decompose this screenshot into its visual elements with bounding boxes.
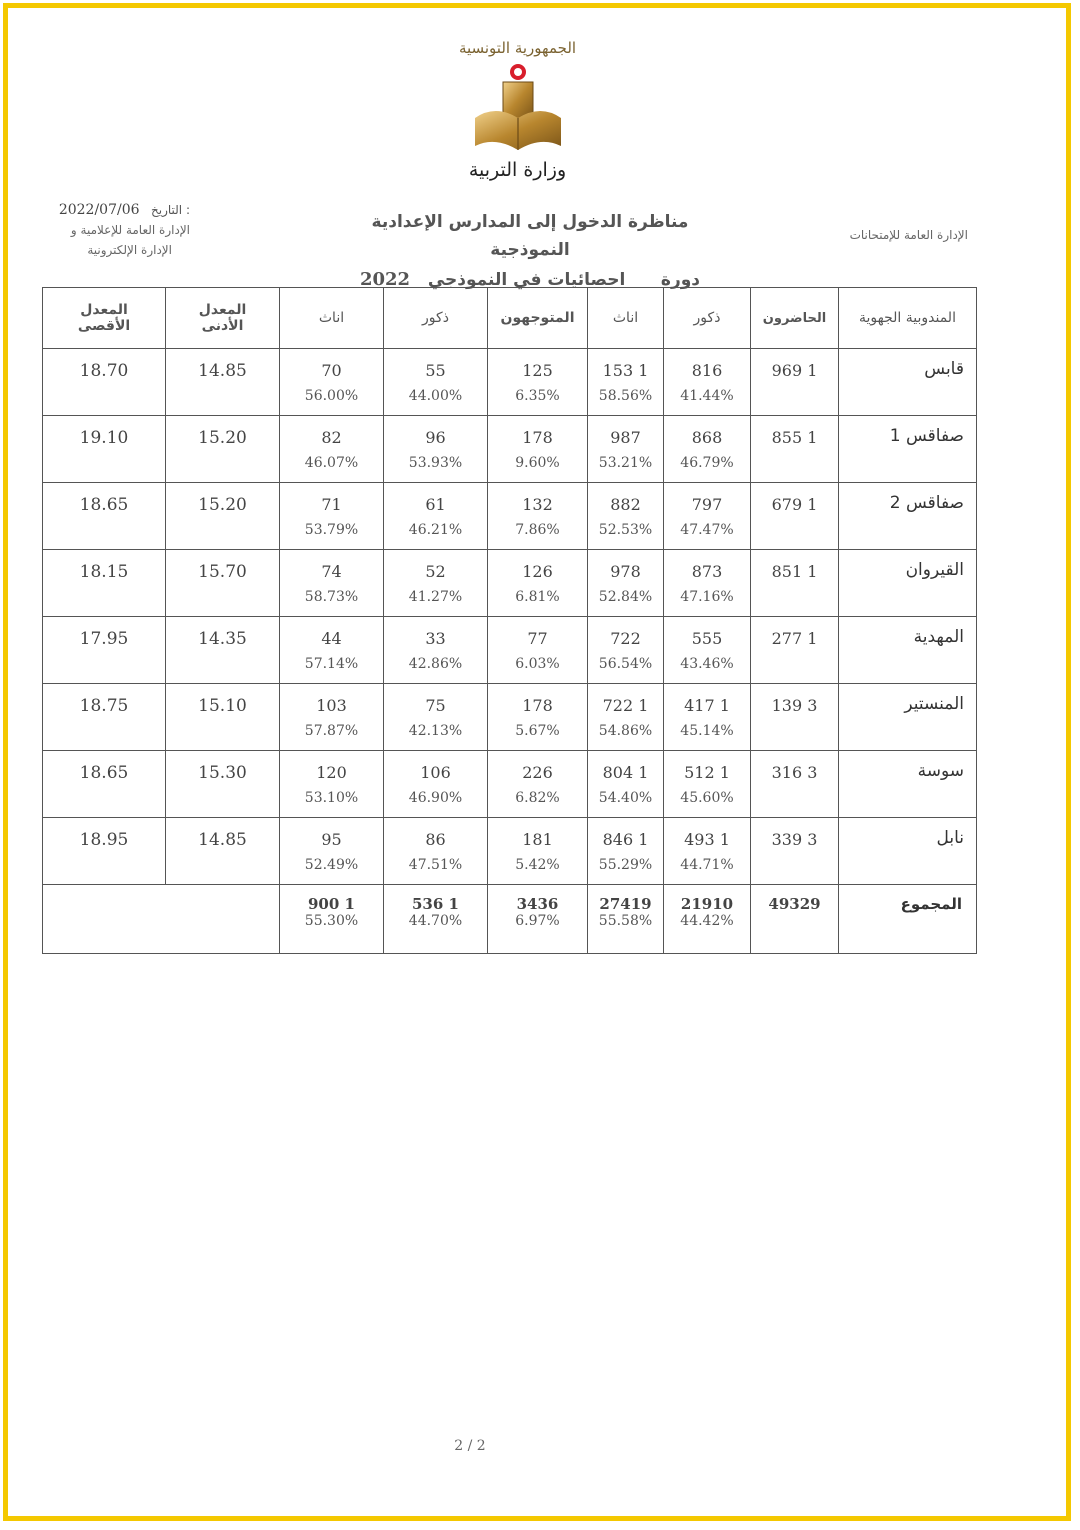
- min-avg-value: 14.35: [198, 629, 247, 649]
- males-value: 797: [691, 495, 723, 514]
- males-pct-value: 44.71%: [680, 857, 734, 873]
- cell-present: [751, 483, 839, 550]
- admitted-value: 181: [522, 830, 553, 849]
- total-admitted-cell: [488, 885, 588, 954]
- cell-adm-females: [280, 818, 384, 885]
- adm-males-pct-value: 46.21%: [408, 522, 463, 538]
- females-value: 1 804: [602, 763, 649, 782]
- cell-admitted: [488, 751, 588, 818]
- ministry-emblem: [455, 38, 580, 198]
- cell-admitted: [488, 617, 588, 684]
- table-row: [43, 550, 977, 617]
- republic-name: الجمهورية التونسية: [458, 39, 577, 57]
- adm-females-value: 120: [316, 763, 347, 782]
- col-females: اناث: [588, 288, 664, 349]
- cell-present: [751, 818, 839, 885]
- cell-min-avg: [166, 818, 280, 885]
- cell-females: [588, 550, 664, 617]
- males-value: 1 512: [684, 763, 730, 782]
- adm-males-pct-value: 46.90%: [408, 790, 463, 806]
- total-adm-males: 1 536: [412, 895, 459, 913]
- total-adm-males-cell: [384, 885, 488, 954]
- coat-of-arms-icon: [463, 58, 573, 158]
- females-value: 722: [610, 629, 641, 648]
- total-adm-females: 1 900: [308, 895, 355, 913]
- total-empty-cell: [43, 885, 280, 954]
- col-region: المندوبية الجهوية: [839, 288, 977, 349]
- males-pct-value: 47.47%: [680, 522, 734, 538]
- males-value: 1 417: [684, 696, 730, 715]
- total-label: المجموع: [900, 895, 962, 913]
- admitted-value: 178: [522, 696, 553, 715]
- region-value: صفاقس 2: [889, 493, 964, 513]
- max-avg-value: 18.65: [79, 495, 129, 515]
- cell-max-avg: [43, 550, 166, 617]
- females-pct-value: 54.86%: [598, 723, 653, 739]
- cell-females: [588, 483, 664, 550]
- adm-females-pct-value: 53.10%: [304, 790, 359, 806]
- males-value: 816: [691, 361, 723, 380]
- cell-adm-males: [384, 349, 488, 416]
- adm-males-pct-value: 42.13%: [408, 723, 463, 739]
- cell-region: [839, 550, 977, 617]
- table-row: [43, 483, 977, 550]
- present-value: 3 339: [771, 830, 818, 849]
- table-row: [43, 349, 977, 416]
- session-label: دورة: [660, 270, 701, 290]
- present-value: 3 139: [771, 696, 818, 715]
- females-pct-value: 52.84%: [598, 589, 653, 605]
- total-region-cell: [839, 885, 977, 954]
- adm-males-pct-value: 44.00%: [408, 388, 463, 404]
- total-females-cell: [588, 885, 664, 954]
- cell-adm-males: [384, 483, 488, 550]
- total-males-cell: [664, 885, 751, 954]
- cell-admitted: [488, 550, 588, 617]
- males-pct-value: 45.14%: [680, 723, 734, 739]
- admitted-value: 226: [522, 763, 553, 782]
- cell-adm-females: [280, 751, 384, 818]
- min-avg-line2: الأدنى: [201, 318, 244, 334]
- cell-present: [751, 550, 839, 617]
- col-admitted-females: اناث: [280, 288, 384, 349]
- cell-admitted: [488, 818, 588, 885]
- region-value: المهدية: [913, 627, 964, 647]
- min-avg-value: 15.20: [198, 428, 247, 448]
- females-pct-value: 55.29%: [598, 857, 653, 873]
- max-avg-value: 18.15: [79, 562, 129, 582]
- total-present-cell: [751, 885, 839, 954]
- max-avg-value: 18.75: [79, 696, 129, 716]
- females-pct-value: 53.21%: [598, 455, 653, 471]
- statistics-table: [42, 287, 977, 954]
- header-row: [43, 288, 977, 349]
- cell-region: [839, 349, 977, 416]
- admitted-value: 77: [527, 629, 548, 648]
- adm-females-pct-value: 57.14%: [304, 656, 359, 672]
- adm-females-pct-value: 57.87%: [304, 723, 359, 739]
- max-avg-line2: الأقصى: [77, 318, 131, 334]
- adm-males-value: 75: [425, 696, 446, 715]
- total-males: 21910: [680, 895, 734, 913]
- cell-max-avg: [43, 416, 166, 483]
- admitted-pct-value: 5.42%: [515, 857, 560, 873]
- males-pct-value: 43.46%: [680, 656, 734, 672]
- cell-males: [664, 483, 751, 550]
- cell-females: [588, 416, 664, 483]
- max-avg-line1: المعدل: [80, 302, 128, 318]
- total-females: 27419: [599, 895, 652, 913]
- admitted-pct-value: 6.82%: [515, 790, 560, 806]
- col-max-average: [43, 288, 166, 349]
- session-year: 2022: [359, 269, 411, 290]
- cell-region: [839, 751, 977, 818]
- present-value: 1 679: [771, 495, 818, 514]
- min-avg-value: 14.85: [198, 830, 247, 850]
- admitted-pct-value: 7.86%: [515, 522, 560, 538]
- min-avg-value: 14.85: [198, 361, 247, 381]
- females-value: 1 722: [602, 696, 649, 715]
- cell-min-avg: [166, 416, 280, 483]
- total-row: [43, 885, 977, 954]
- adm-males-pct-value: 47.51%: [408, 857, 463, 873]
- region-value: نابل: [936, 828, 964, 848]
- col-present: الحاضرون: [751, 288, 839, 349]
- adm-males-value: 55: [425, 361, 446, 380]
- adm-females-value: 103: [316, 696, 347, 715]
- males-value: 873: [691, 562, 723, 581]
- date-value: 2022/07/06: [58, 202, 140, 218]
- admitted-value: 126: [522, 562, 553, 581]
- adm-females-pct-value: 52.49%: [304, 857, 359, 873]
- admitted-value: 178: [522, 428, 553, 447]
- max-avg-value: 17.95: [79, 629, 129, 649]
- females-pct-value: 52.53%: [598, 522, 653, 538]
- adm-females-pct-value: 58.73%: [304, 589, 359, 605]
- region-value: القيروان: [905, 560, 964, 580]
- region-value: قابس: [924, 359, 964, 379]
- cell-min-avg: [166, 684, 280, 751]
- cell-males: [664, 684, 751, 751]
- males-value: 555: [691, 629, 723, 648]
- cell-females: [588, 684, 664, 751]
- cell-admitted: [488, 416, 588, 483]
- table-row: [43, 818, 977, 885]
- adm-females-value: 74: [321, 562, 342, 581]
- cell-adm-males: [384, 617, 488, 684]
- cell-region: [839, 416, 977, 483]
- max-avg-value: 18.65: [79, 763, 129, 783]
- cell-adm-males: [384, 751, 488, 818]
- col-males: ذكور: [664, 288, 751, 349]
- cell-max-avg: [43, 483, 166, 550]
- cell-region: [839, 818, 977, 885]
- total-females-pct: 55.58%: [598, 913, 653, 929]
- males-value: 868: [691, 428, 723, 447]
- region-value: صفاقس 1: [889, 426, 964, 446]
- males-pct-value: 47.16%: [680, 589, 734, 605]
- present-value: 1 855: [771, 428, 818, 447]
- admitted-pct-value: 6.35%: [515, 388, 560, 404]
- min-avg-line1: المعدل: [198, 302, 247, 318]
- adm-males-pct-value: 42.86%: [408, 656, 463, 672]
- adm-males-pct-value: 41.27%: [408, 589, 463, 605]
- cell-region: [839, 617, 977, 684]
- females-pct-value: 54.40%: [598, 790, 653, 806]
- total-males-pct: 44.42%: [680, 913, 734, 929]
- adm-females-value: 82: [321, 428, 342, 447]
- title-line: مناظرة الدخول إلى المدارس الإعدادية النموذجية: [371, 212, 689, 260]
- table-row: [43, 416, 977, 483]
- cell-max-avg: [43, 617, 166, 684]
- admitted-pct-value: 5.67%: [515, 723, 560, 739]
- min-avg-value: 15.10: [198, 696, 247, 716]
- cell-present: [751, 349, 839, 416]
- cell-max-avg: [43, 349, 166, 416]
- females-value: 1 846: [602, 830, 649, 849]
- females-value: 1 153: [602, 361, 649, 380]
- males-value: 1 493: [684, 830, 730, 849]
- cell-min-avg: [166, 349, 280, 416]
- cell-males: [664, 349, 751, 416]
- page-number: 2 / 2: [454, 1438, 486, 1454]
- min-avg-value: 15.70: [198, 562, 247, 582]
- total-adm-females-cell: [280, 885, 384, 954]
- cell-present: [751, 684, 839, 751]
- cell-admitted: [488, 684, 588, 751]
- admitted-pct-value: 6.03%: [515, 656, 560, 672]
- cell-max-avg: [43, 684, 166, 751]
- adm-males-value: 61: [425, 495, 446, 514]
- cell-max-avg: [43, 751, 166, 818]
- cell-males: [664, 550, 751, 617]
- admitted-value: 125: [522, 361, 553, 380]
- total-adm-males-pct: 44.70%: [408, 913, 463, 929]
- subtitle-text: احصائيات في النموذجي: [427, 270, 626, 290]
- min-avg-value: 15.20: [198, 495, 247, 515]
- males-pct-value: 45.60%: [680, 790, 734, 806]
- max-avg-value: 18.95: [79, 830, 129, 850]
- females-pct-value: 58.56%: [598, 388, 653, 404]
- adm-females-value: 44: [321, 629, 342, 648]
- left-admin-line2: الإدارة الإلكترونية: [87, 243, 172, 257]
- adm-males-value: 52: [425, 562, 446, 581]
- exams-administration: الإدارة العامة للإمتحانات: [849, 228, 968, 242]
- table-row: [43, 751, 977, 818]
- region-value: المنستير: [904, 694, 964, 714]
- cell-adm-males: [384, 416, 488, 483]
- adm-females-pct-value: 46.07%: [304, 455, 359, 471]
- col-admitted-males: ذكور: [384, 288, 488, 349]
- max-avg-value: 18.70: [79, 361, 129, 381]
- males-pct-value: 46.79%: [680, 455, 734, 471]
- adm-males-value: 33: [425, 629, 446, 648]
- present-value: 1 851: [771, 562, 818, 581]
- cell-adm-males: [384, 684, 488, 751]
- present-value: 1 969: [771, 361, 818, 380]
- cell-males: [664, 617, 751, 684]
- adm-males-value: 86: [425, 830, 446, 849]
- adm-females-value: 71: [321, 495, 342, 514]
- date-block: [30, 200, 190, 260]
- adm-females-pct-value: 56.00%: [304, 388, 359, 404]
- admitted-value: 132: [522, 495, 553, 514]
- cell-region: [839, 684, 977, 751]
- cell-max-avg: [43, 818, 166, 885]
- ministry-name: وزارة التربية: [468, 159, 567, 181]
- adm-females-value: 95: [321, 830, 342, 849]
- adm-females-pct-value: 53.79%: [304, 522, 359, 538]
- cell-min-avg: [166, 617, 280, 684]
- cell-adm-females: [280, 684, 384, 751]
- cell-adm-males: [384, 550, 488, 617]
- females-pct-value: 56.54%: [598, 656, 653, 672]
- cell-min-avg: [166, 550, 280, 617]
- adm-males-value: 96: [425, 428, 446, 447]
- cell-males: [664, 416, 751, 483]
- date-line: [30, 200, 190, 220]
- cell-present: [751, 617, 839, 684]
- col-admitted: المتوجهون: [488, 288, 588, 349]
- total-admitted: 3436: [516, 895, 559, 913]
- cell-admitted: [488, 349, 588, 416]
- total-adm-females-pct: 55.30%: [304, 913, 359, 929]
- table-row: [43, 617, 977, 684]
- left-admin-line1: الإدارة العامة للإعلامية و: [70, 223, 190, 237]
- date-label: التاريخ :: [150, 203, 190, 217]
- total-admitted-pct: 6.97%: [515, 913, 560, 929]
- present-value: 1 277: [771, 629, 818, 648]
- admitted-pct-value: 9.60%: [515, 455, 560, 471]
- cell-present: [751, 751, 839, 818]
- col-min-average: [166, 288, 280, 349]
- cell-present: [751, 416, 839, 483]
- cell-admitted: [488, 483, 588, 550]
- cell-adm-females: [280, 483, 384, 550]
- adm-females-value: 70: [321, 361, 342, 380]
- cell-min-avg: [166, 751, 280, 818]
- cell-adm-females: [280, 550, 384, 617]
- cell-adm-females: [280, 617, 384, 684]
- cell-min-avg: [166, 483, 280, 550]
- cell-adm-females: [280, 349, 384, 416]
- max-avg-value: 19.10: [79, 428, 129, 448]
- document-title: [330, 208, 730, 296]
- min-avg-value: 15.30: [198, 763, 247, 783]
- cell-females: [588, 349, 664, 416]
- admitted-pct-value: 6.81%: [515, 589, 560, 605]
- cell-adm-females: [280, 416, 384, 483]
- table-row: [43, 684, 977, 751]
- females-value: 978: [610, 562, 641, 581]
- total-present: 49329: [768, 895, 821, 913]
- cell-females: [588, 751, 664, 818]
- cell-females: [588, 818, 664, 885]
- females-value: 987: [610, 428, 641, 447]
- region-value: سوسة: [917, 761, 964, 781]
- adm-males-value: 106: [420, 763, 451, 782]
- present-value: 3 316: [771, 763, 818, 782]
- females-value: 882: [610, 495, 641, 514]
- cell-females: [588, 617, 664, 684]
- cell-region: [839, 483, 977, 550]
- cell-males: [664, 751, 751, 818]
- adm-males-pct-value: 53.93%: [408, 455, 463, 471]
- cell-adm-males: [384, 818, 488, 885]
- males-pct-value: 41.44%: [680, 388, 734, 404]
- cell-males: [664, 818, 751, 885]
